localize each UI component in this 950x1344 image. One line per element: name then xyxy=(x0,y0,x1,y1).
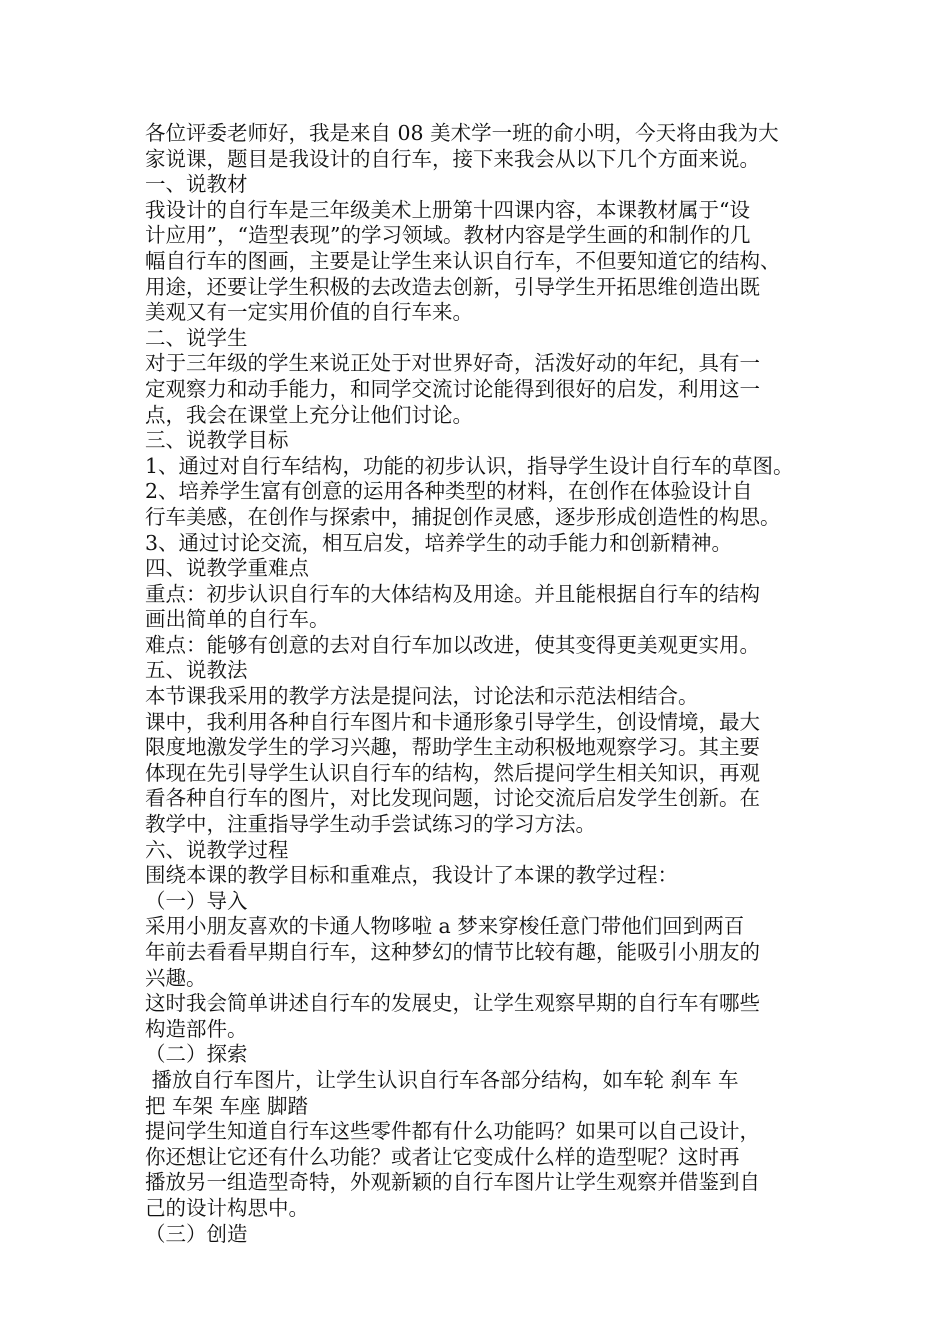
text-line: 行车美感，在创作与探索中，捕捉创作灵感，逐步形成创造性的构思。 xyxy=(145,504,781,529)
text-line: 对于三年级的学生来说正处于对世界好奇，活泼好动的年纪，具有一 xyxy=(145,351,760,376)
text-line: 六、说教学过程 xyxy=(145,837,289,862)
text-line: 这时我会简单讲述自行车的发展史，让学生观察早期的自行车有哪些 xyxy=(145,991,760,1016)
text-line: 二、说学生 xyxy=(145,325,248,350)
text-line: 家说课，题目是我设计的自行车，接下来我会从以下几个方面来说。 xyxy=(145,146,760,171)
text-line: 美观又有一定实用价值的自行车来。 xyxy=(145,300,473,325)
text-line: （二）探索 xyxy=(145,1042,248,1067)
text-line: 把 车架 车座 脚踏 xyxy=(145,1093,309,1118)
text-line: 教学中，注重指导学生动手尝试练习的学习方法。 xyxy=(145,812,596,837)
text-line: 三、说教学目标 xyxy=(145,428,289,453)
text-line: 课中，我利用各种自行车图片和卡通形象引导学生，创设情境，最大 xyxy=(145,709,760,734)
text-line: （一）导入 xyxy=(145,888,248,913)
text-line: 四、说教学重难点 xyxy=(145,556,309,581)
text-line: 五、说教法 xyxy=(145,658,248,683)
text-line: 各位评委老师好，我是来自 08 美术学一班的俞小明，今天将由我为大 xyxy=(145,121,779,145)
text-line: 幅自行车的图画，主要是让学生来认识自行车，不但要知道它的结构、 xyxy=(145,248,781,273)
text-line: 兴趣。 xyxy=(145,965,207,990)
text-line: 点，我会在课堂上充分让他们讨论。 xyxy=(145,402,473,427)
text-line: 2、培养学生富有创意的运用各种类型的材料，在创作在体验设计自 xyxy=(145,479,753,504)
text-line: 计应用”，“造型表现”的学习领域。教材内容是学生画的和制作的几 xyxy=(145,223,751,248)
text-line: 本节课我采用的教学方法是提问法，讨论法和示范法相结合。 xyxy=(145,684,699,709)
text-line: 采用小朋友喜欢的卡通人物哆啦 a 梦来穿梭任意门带他们回到两百 xyxy=(145,914,745,939)
text-line: 1、通过对自行车结构，功能的初步认识，指导学生设计自行车的草图。 xyxy=(145,453,794,478)
text-line: 看各种自行车的图片，对比发现问题，讨论交流后启发学生创新。在 xyxy=(145,786,760,811)
text-line: 播放另一组造型奇特，外观新颖的自行车图片让学生观察并借鉴到自 xyxy=(145,1170,760,1195)
text-line: 定观察力和动手能力，和同学交流讨论能得到很好的启发，利用这一 xyxy=(145,376,760,401)
text-line: （三）创造 xyxy=(145,1221,248,1246)
text-line: 画出简单的自行车。 xyxy=(145,607,330,632)
text-line: 围绕本课的教学目标和重难点，我设计了本课的教学过程： xyxy=(145,863,678,888)
text-line: 我设计的自行车是三年级美术上册第十四课内容，本课教材属于“设 xyxy=(145,197,750,222)
text-line: 用途，还要让学生积极的去改造去创新，引导学生开拓思维创造出既 xyxy=(145,274,760,299)
text-line: 你还想让它还有什么功能？或者让它变成什么样的造型呢？这时再 xyxy=(145,1144,740,1169)
text-line: 播放自行车图片，让学生认识自行车各部分结构，如车轮 刹车 车 xyxy=(145,1067,739,1092)
text-line: 己的设计构思中。 xyxy=(145,1195,309,1220)
text-line: 构造部件。 xyxy=(145,1016,248,1041)
text-line: 限度地激发学生的学习兴趣，帮助学生主动积极地观察学习。其主要 xyxy=(145,735,760,760)
text-line: 一、说教材 xyxy=(145,172,248,197)
text-line: 重点：初步认识自行车的大体结构及用途。并且能根据自行车的结构 xyxy=(145,581,760,606)
text-line: 3、通过讨论交流，相互启发，培养学生的动手能力和创新精神。 xyxy=(145,530,733,555)
text-line: 难点：能够有创意的去对自行车加以改进，使其变得更美观更实用。 xyxy=(145,632,760,657)
text-line: 提问学生知道自行车这些零件都有什么功能吗？如果可以自己设计， xyxy=(145,1119,760,1144)
text-line: 体现在先引导学生认识自行车的结构，然后提问学生相关知识，再观 xyxy=(145,760,760,785)
document-body xyxy=(145,121,835,1247)
text-line: 年前去看看早期自行车，这种梦幻的情节比较有趣，能吸引小朋友的 xyxy=(145,940,760,964)
